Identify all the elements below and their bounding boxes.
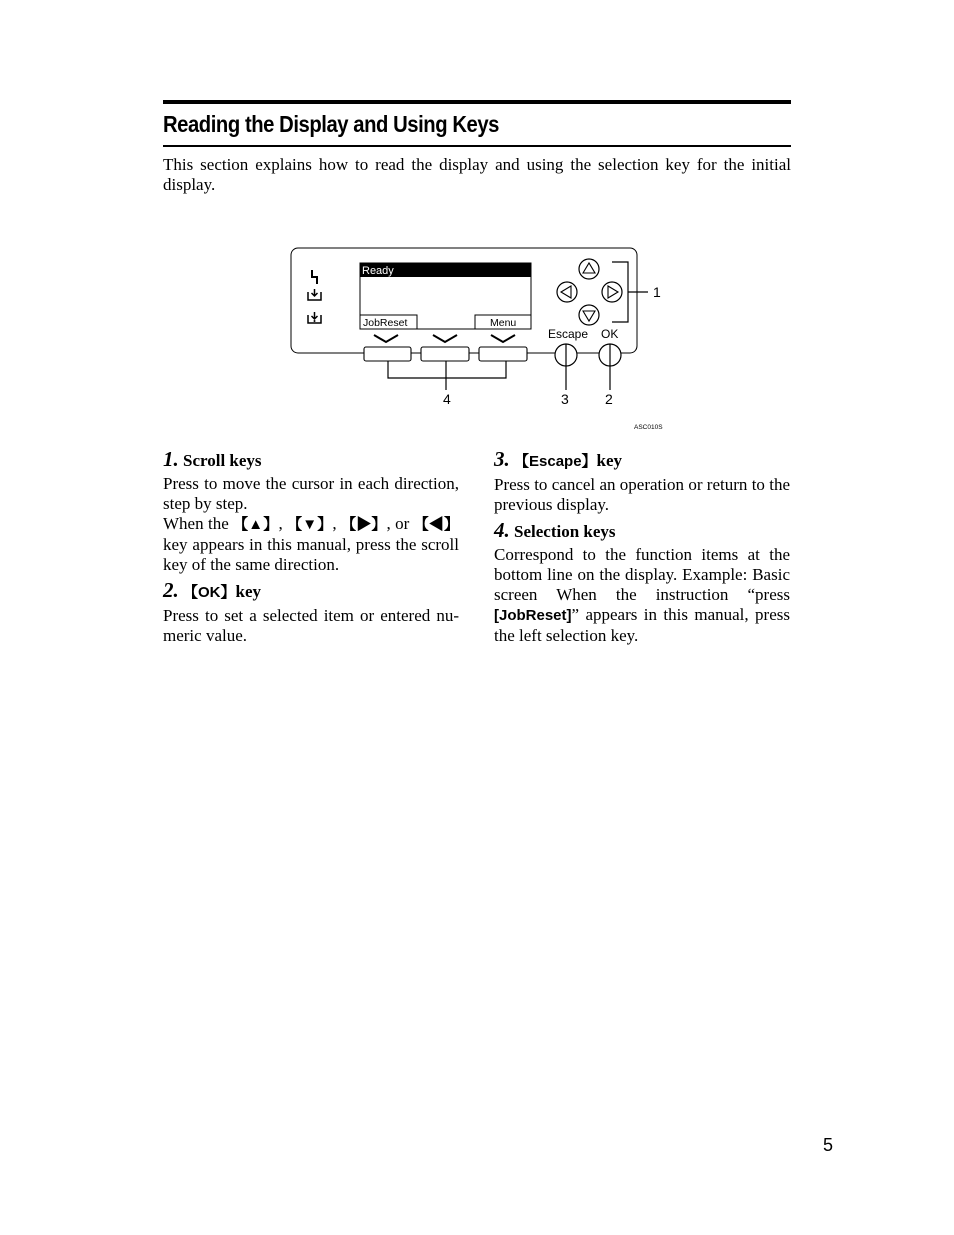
error-indicator-icon: [308, 312, 321, 323]
selection-key-right[interactable]: [479, 335, 527, 361]
item-selection-keys: [494, 519, 790, 646]
ok-key-label-text: 【OK】: [183, 584, 236, 601]
jobreset-key-ref: [JobReset]: [494, 607, 572, 624]
right-arrow-key[interactable]: [602, 282, 622, 302]
right-column: [494, 448, 790, 650]
selection-key-center[interactable]: [421, 335, 469, 361]
item-number: 3.: [494, 447, 510, 471]
figure-code: ASC010S: [634, 424, 663, 431]
left-key-label: 【◀】: [413, 516, 459, 533]
item-heading: [163, 448, 459, 472]
escape-key-label: Escape: [548, 327, 589, 341]
heading-rule-bottom: [163, 145, 791, 147]
item-heading: [163, 579, 459, 604]
intro-paragraph: This section explains how to read the display and using the selection key for the initial display.: [163, 155, 791, 194]
callout-3: 3: [561, 391, 569, 407]
lcd-status-text: Ready: [362, 265, 394, 277]
item-number: 2.: [163, 578, 179, 602]
item-body: Press to move the cursor in each direction, step by step.: [163, 474, 459, 513]
section-heading: Reading the Display and Using Keys: [163, 111, 499, 137]
up-key-label: 【▲】: [233, 516, 279, 533]
left-column: [163, 448, 459, 650]
item-title: Scroll keys: [183, 451, 262, 470]
right-key-label: 【▶】: [341, 516, 387, 533]
item-body-keys: When the 【▲】, 【▼】, 【▶】, or 【◀】 key appears in this manual, press the scroll key of the same direction.: [163, 514, 459, 574]
up-arrow-key[interactable]: [579, 259, 599, 279]
softkey-jobreset-label: JobReset: [363, 317, 408, 329]
callout-2: 2: [605, 391, 613, 407]
item-title: key: [596, 451, 623, 470]
item-body: Press to cancel an operation or return to the previous display.: [494, 475, 790, 514]
item-ok-key: [163, 579, 459, 646]
left-arrow-key[interactable]: [557, 282, 577, 302]
lightning-indicator-icon: [312, 270, 317, 284]
control-panel-figure: [285, 240, 675, 435]
item-title: Selection keys: [514, 522, 616, 541]
escape-key-label-text: 【Escape】: [514, 453, 597, 470]
item-heading: [494, 519, 790, 543]
item-escape-key: [494, 448, 790, 515]
item-number: 1.: [163, 447, 179, 471]
item-body: Press to set a selected item or entered numeric value.: [163, 606, 459, 645]
selection-key-left[interactable]: [364, 335, 411, 361]
item-scroll-keys: [163, 448, 459, 575]
selection-keys-bracket: [388, 361, 506, 378]
ok-key-label: OK: [601, 327, 619, 341]
down-arrow-key[interactable]: [579, 305, 599, 325]
item-heading: [494, 448, 790, 473]
callout-1: 1: [653, 284, 661, 300]
callout-4: 4: [443, 391, 451, 407]
item-body: Correspond to the function items at the bottom line on the display. Example: Basic screen When the instruction “press [JobReset]” appears in this manual, press the left selection key.: [494, 545, 790, 645]
softkey-menu-label: Menu: [490, 317, 517, 329]
heading-rule-top: [163, 100, 791, 104]
data-in-indicator-icon: [308, 289, 321, 300]
page-number: 5: [823, 1135, 834, 1155]
down-key-label: 【▼】: [287, 516, 333, 533]
item-number: 4.: [494, 518, 510, 542]
item-title: key: [235, 582, 262, 601]
